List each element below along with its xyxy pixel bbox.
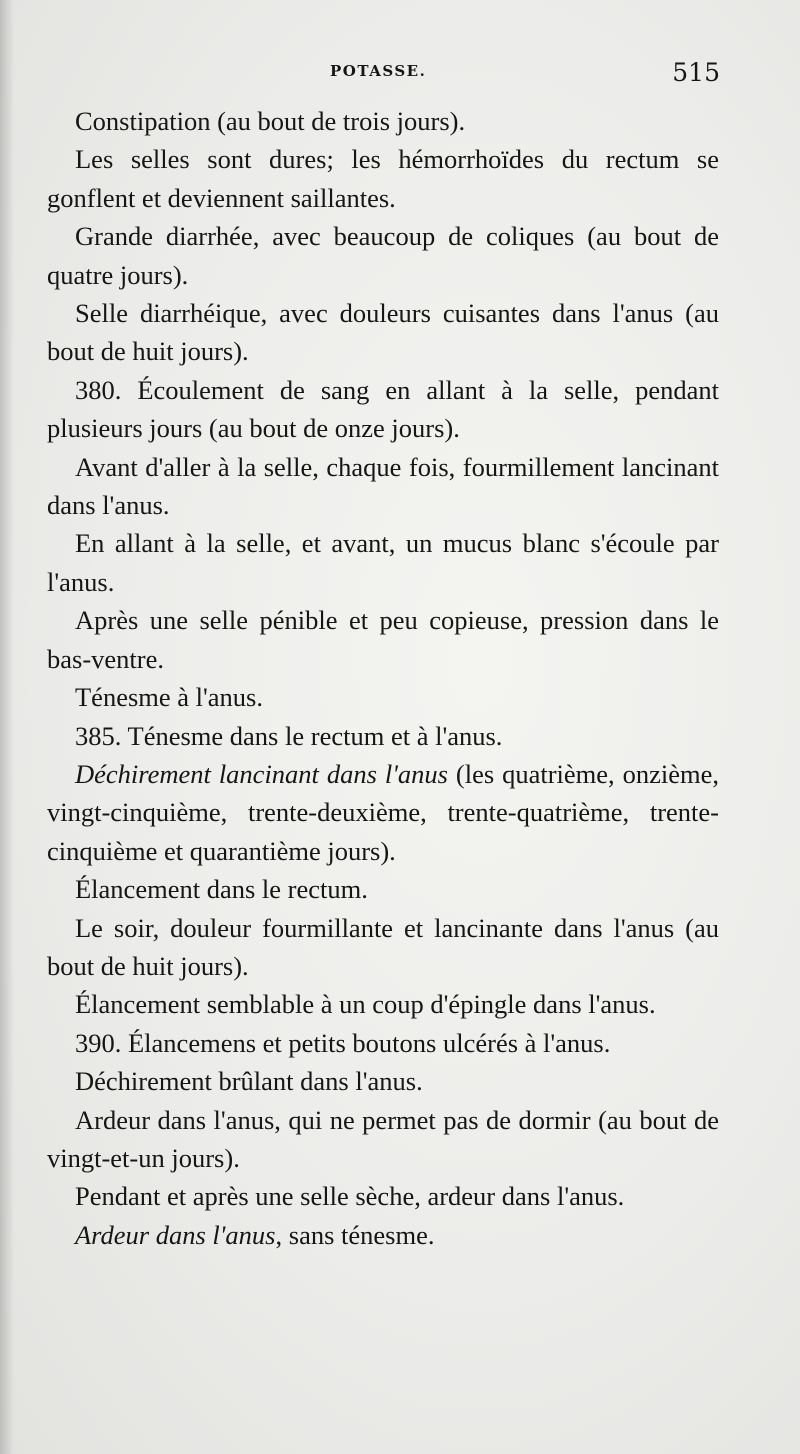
numbered-paragraph xyxy=(47,1024,719,1062)
paragraph-text: Après une selle pénible et peu copieuse, pression dans le bas-ventre. xyxy=(47,605,719,674)
paragraph xyxy=(47,678,719,716)
paragraph-text: Élancement semblable à un coup d'épingle dans l'anus. xyxy=(75,989,656,1020)
page-gutter-shadow xyxy=(0,0,14,1454)
paragraph xyxy=(47,102,719,140)
paragraph-text: (les quatrième, onzième, vingt-cinquième, trente-deuxième, trente-quatrième, trente-cinquième et quarantième jours). xyxy=(47,758,719,866)
running-head xyxy=(50,58,720,98)
paragraph-text: 390. Élancemens et petits boutons ulcérés à l'anus. xyxy=(75,1027,611,1058)
paragraph xyxy=(47,601,719,678)
paragraph xyxy=(47,217,719,294)
paragraph-text: Le soir, douleur fourmillante et lancinante dans l'anus (au bout de huit jours). xyxy=(47,912,719,981)
paragraph xyxy=(47,1062,719,1100)
paragraph-text: Constipation (au bout de trois jours). xyxy=(75,106,466,136)
paragraph xyxy=(47,985,719,1023)
paragraph-text: 385. Ténesme dans le rectum et à l'anus. xyxy=(75,720,503,751)
paragraph xyxy=(47,1101,719,1178)
paragraph-text: Grande diarrhée, avec beaucoup de coliques (au bout de quatre jours). xyxy=(47,221,719,290)
paragraph-text: En allant à la selle, et avant, un mucus blanc s'écoule par l'anus. xyxy=(47,528,719,597)
italic-lead: Déchirement lancinant dans l'anus xyxy=(75,758,448,789)
paragraph xyxy=(47,755,719,870)
paragraph-text: Selle diarrhéique, avec douleurs cuisantes dans l'anus (au bout de huit jours). xyxy=(47,298,719,367)
paragraph-text: Pendant et après une selle sèche, ardeur dans l'anus. xyxy=(75,1181,625,1212)
running-title: POTASSE. xyxy=(330,62,427,80)
paragraph-text: , sans ténesme. xyxy=(275,1219,435,1250)
paragraph-text: Élancement dans le rectum. xyxy=(75,874,368,905)
paragraph xyxy=(47,1177,719,1215)
numbered-paragraph xyxy=(47,717,719,755)
paragraph-text: Les selles sont dures; les hémorrhoïdes du rectum se gonflent et deviennent saillantes. xyxy=(47,144,719,213)
paragraph-text: Avant d'aller à la selle, chaque fois, fourmillement lancinant dans l'anus. xyxy=(47,451,719,521)
paragraph xyxy=(47,294,719,371)
paragraph-text: 380. Écoulement de sang en allant à la selle, pendant plusieurs jours (au bout de onze jours). xyxy=(47,374,719,444)
paragraph-text: Ténesme à l'anus. xyxy=(75,682,263,713)
page-body xyxy=(47,102,719,1254)
paragraph xyxy=(47,1216,719,1254)
paragraph-text: Ardeur dans l'anus, qui ne permet pas de dormir (au bout de vingt-et-un jours). xyxy=(47,1104,719,1173)
page-number: 515 xyxy=(672,58,720,87)
paragraph xyxy=(47,870,719,908)
paragraph xyxy=(47,909,719,986)
numbered-paragraph xyxy=(47,371,719,448)
paragraph xyxy=(47,524,719,601)
paragraph xyxy=(47,448,719,525)
italic-lead: Ardeur dans l'anus xyxy=(75,1219,276,1250)
paragraph xyxy=(47,140,719,217)
paragraph-text: Déchirement brûlant dans l'anus. xyxy=(75,1066,423,1097)
